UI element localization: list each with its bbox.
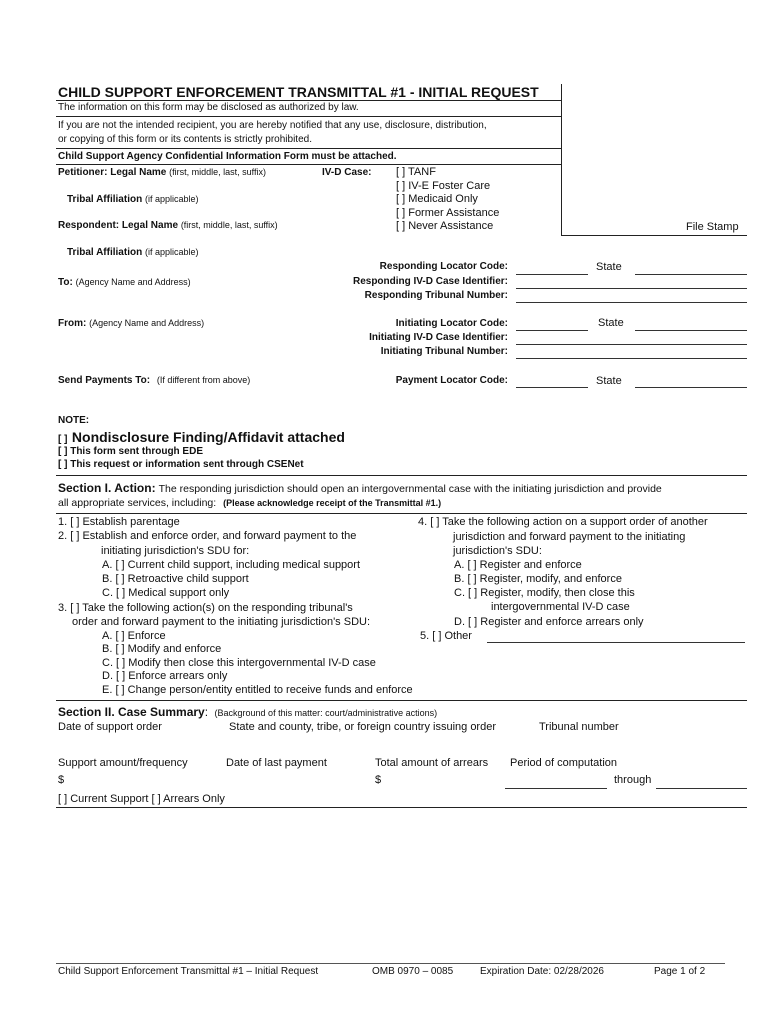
- divider: [56, 100, 562, 101]
- ede-checkbox[interactable]: [ ] This form sent through EDE: [58, 446, 203, 457]
- tribunal-number-label: Tribunal number: [539, 721, 619, 733]
- action-5-other[interactable]: 5. [ ] Other: [420, 630, 472, 642]
- disclosure-text: The information on this form may be disclosed as authorized by law.: [58, 102, 359, 113]
- tribal-affiliation-field-2[interactable]: [67, 247, 199, 258]
- responding-ivd-label: Responding IV-D Case Identifier:: [352, 276, 508, 287]
- send-payments-field[interactable]: [58, 375, 250, 386]
- period-end-field[interactable]: [656, 788, 747, 789]
- to-field[interactable]: [58, 277, 191, 288]
- responding-tribunal-field[interactable]: [516, 302, 747, 303]
- from-field[interactable]: [58, 318, 204, 329]
- action-3e-change-payee[interactable]: E. [ ] Change person/entity entitled to receive funds and enforce: [102, 684, 413, 696]
- footer-omb: OMB 0970 – 0085: [372, 966, 454, 977]
- action-3a-enforce[interactable]: A. [ ] Enforce: [102, 630, 166, 642]
- issuing-state-label: State and county, tribe, or foreign country issuing order: [229, 721, 496, 733]
- action-2-establish-enforce[interactable]: 2. [ ] Establish and enforce order, and forward payment to the: [58, 530, 357, 542]
- action-1-establish-parentage[interactable]: 1. [ ] Establish parentage: [58, 516, 180, 528]
- action-3c-modify-close[interactable]: C. [ ] Modify then close this intergovernmental IV-D case: [102, 657, 376, 669]
- petitioner-hint: (first, middle, last, suffix): [169, 167, 266, 177]
- action-3-responding-order[interactable]: 3. [ ] Take the following action(s) on the responding tribunal's: [58, 602, 353, 614]
- tribal-affiliation-field-1[interactable]: [67, 194, 199, 205]
- attach-notice: Child Support Agency Confidential Information Form must be attached.: [58, 151, 397, 162]
- other-action-field[interactable]: [487, 642, 745, 643]
- responding-locator-field[interactable]: [516, 274, 588, 275]
- nondisclosure-checkbox-row[interactable]: [58, 429, 345, 447]
- file-stamp-border: [561, 84, 562, 236]
- action-4c-register-close[interactable]: C. [ ] Register, modify, then close this: [454, 587, 635, 599]
- divider: [56, 148, 562, 149]
- action-4-other-jurisdiction[interactable]: 4. [ ] Take the following action on a support order of another: [418, 516, 708, 528]
- through-label: through: [614, 774, 652, 786]
- form-title: CHILD SUPPORT ENFORCEMENT TRANSMITTAL #1 - INITIAL REQUEST: [58, 84, 539, 100]
- divider: [56, 475, 747, 476]
- state-label: State: [596, 261, 622, 273]
- action-4a-register-enforce[interactable]: A. [ ] Register and enforce: [454, 559, 582, 571]
- section2-header: Section II. Case Summary: (Background of this matter: court/administrative actions): [58, 705, 438, 719]
- nondisclosure-label: Nondisclosure Finding/Affidavit attached: [71, 429, 345, 445]
- to-hint: (Agency Name and Address): [75, 277, 191, 287]
- from-label: From:: [58, 318, 87, 329]
- ivd-option-foster-care[interactable]: [ ] IV-E Foster Care: [396, 180, 491, 192]
- action-4-continuation: jurisdiction and forward payment to the initiating: [453, 531, 686, 543]
- state-label: State: [598, 317, 624, 329]
- initiating-state-field[interactable]: [635, 330, 747, 331]
- responding-ivd-field[interactable]: [516, 288, 747, 289]
- period-start-field[interactable]: [505, 788, 607, 789]
- divider: [56, 807, 747, 808]
- from-hint: (Agency Name and Address): [89, 318, 205, 328]
- section1-header: [58, 481, 662, 495]
- tribal-affiliation-label: Tribal Affiliation: [67, 247, 143, 258]
- initiating-locator-label: Initiating Locator Code:: [395, 318, 508, 329]
- payment-state-field[interactable]: [635, 387, 747, 388]
- respondent-field[interactable]: [58, 220, 278, 231]
- period-computation-label: Period of computation: [510, 757, 618, 769]
- checkbox[interactable]: [ ]: [58, 434, 68, 445]
- last-payment-label: Date of last payment: [226, 757, 327, 769]
- payment-locator-label: Payment Locator Code:: [395, 375, 508, 386]
- current-arrears-checkboxes[interactable]: [ ] Current Support [ ] Arrears Only: [58, 793, 225, 805]
- action-2-continuation: initiating jurisdiction's SDU for:: [101, 545, 250, 557]
- responding-tribunal-label: Responding Tribunal Number:: [364, 290, 508, 301]
- action-4-continuation: jurisdiction's SDU:: [453, 545, 542, 557]
- payment-locator-field[interactable]: [516, 387, 588, 388]
- section1-description: The responding jurisdiction should open an intergovernmental case with the initiating jurisdiction and provide: [158, 483, 662, 495]
- note-label: NOTE:: [58, 415, 90, 426]
- ivd-option-medicaid[interactable]: [ ] Medicaid Only: [396, 193, 478, 205]
- responding-state-field[interactable]: [635, 274, 747, 275]
- ivd-option-tanf[interactable]: [ ] TANF: [396, 166, 436, 178]
- total-arrears-label: Total amount of arrears: [375, 757, 489, 769]
- tribal-affiliation-hint: (if applicable): [144, 247, 199, 257]
- state-label: State: [596, 375, 622, 387]
- footer-form-name: Child Support Enforcement Transmittal #1 – Initial Request: [58, 966, 319, 977]
- date-of-order-label: Date of support order: [58, 721, 162, 733]
- section2-heading: Section II. Case Summary: [58, 705, 205, 719]
- acknowledge-note: (Please acknowledge receipt of the Transmittal #1.): [223, 498, 442, 508]
- csenet-checkbox[interactable]: [ ] This request or information sent through CSENet: [58, 459, 304, 470]
- petitioner-field[interactable]: [58, 167, 266, 178]
- divider: [56, 700, 747, 701]
- initiating-ivd-field[interactable]: [516, 344, 747, 345]
- section1-description-line2: all appropriate services, including: (Please acknowledge receipt of the Transmittal #1.): [58, 497, 442, 509]
- action-4c-continuation: intergovernmental IV-D case: [491, 601, 630, 613]
- section2-hint: (Background of this matter: court/administrative actions): [214, 708, 438, 718]
- send-payments-hint: (If different from above): [156, 375, 251, 385]
- respondent-label: Respondent: Legal Name: [58, 220, 179, 231]
- divider: [56, 513, 747, 514]
- initiating-tribunal-field[interactable]: [516, 358, 747, 359]
- to-label: To:: [58, 277, 73, 288]
- file-stamp-label: File Stamp: [686, 221, 739, 233]
- initiating-ivd-label: Initiating IV-D Case Identifier:: [369, 332, 508, 343]
- section1-heading: Section I. Action:: [58, 481, 156, 495]
- action-2a-current-support[interactable]: A. [ ] Current child support, including medical support: [102, 559, 361, 571]
- ivd-option-former-assistance[interactable]: [ ] Former Assistance: [396, 207, 500, 219]
- ivd-option-never-assistance[interactable]: [ ] Never Assistance: [396, 220, 494, 232]
- footer-rule: [56, 963, 725, 964]
- action-4b-register-modify[interactable]: B. [ ] Register, modify, and enforce: [454, 573, 622, 585]
- tribal-affiliation-hint: (if applicable): [144, 194, 199, 204]
- divider: [56, 116, 562, 117]
- action-2c-medical-only[interactable]: C. [ ] Medical support only: [102, 587, 230, 599]
- responding-locator-label: Responding Locator Code:: [379, 261, 508, 272]
- petitioner-label: Petitioner: Legal Name: [58, 167, 167, 178]
- divider: [56, 164, 562, 165]
- initiating-locator-field[interactable]: [516, 330, 588, 331]
- file-stamp-bottom: [561, 235, 747, 236]
- ivd-case-label: IV-D Case:: [322, 167, 372, 178]
- dollar-sign: $: [375, 774, 382, 786]
- send-payments-label: Send Payments To:: [58, 375, 151, 386]
- respondent-hint: (first, middle, last, suffix): [180, 220, 278, 230]
- action-3d-enforce-arrears[interactable]: D. [ ] Enforce arrears only: [102, 670, 228, 682]
- notice-text-line2: or copying of this form or its contents is strictly prohibited.: [58, 134, 312, 145]
- action-3b-modify-enforce[interactable]: B. [ ] Modify and enforce: [102, 643, 222, 655]
- tribal-affiliation-label: Tribal Affiliation: [67, 194, 143, 205]
- action-2b-retroactive[interactable]: B. [ ] Retroactive child support: [102, 573, 249, 585]
- action-4d-register-arrears[interactable]: D. [ ] Register and enforce arrears only: [454, 616, 644, 628]
- footer-page-number: Page 1 of 2: [654, 966, 706, 977]
- action-3-continuation: order and forward payment to the initiating jurisdiction's SDU:: [72, 616, 371, 628]
- notice-text-line1: If you are not the intended recipient, you are hereby notified that any use, disclosure, distribution,: [58, 120, 487, 131]
- footer-expiration: Expiration Date: 02/28/2026: [480, 966, 604, 977]
- support-amount-label: Support amount/frequency: [58, 757, 188, 769]
- initiating-tribunal-label: Initiating Tribunal Number:: [380, 346, 508, 357]
- dollar-sign: $: [58, 774, 65, 786]
